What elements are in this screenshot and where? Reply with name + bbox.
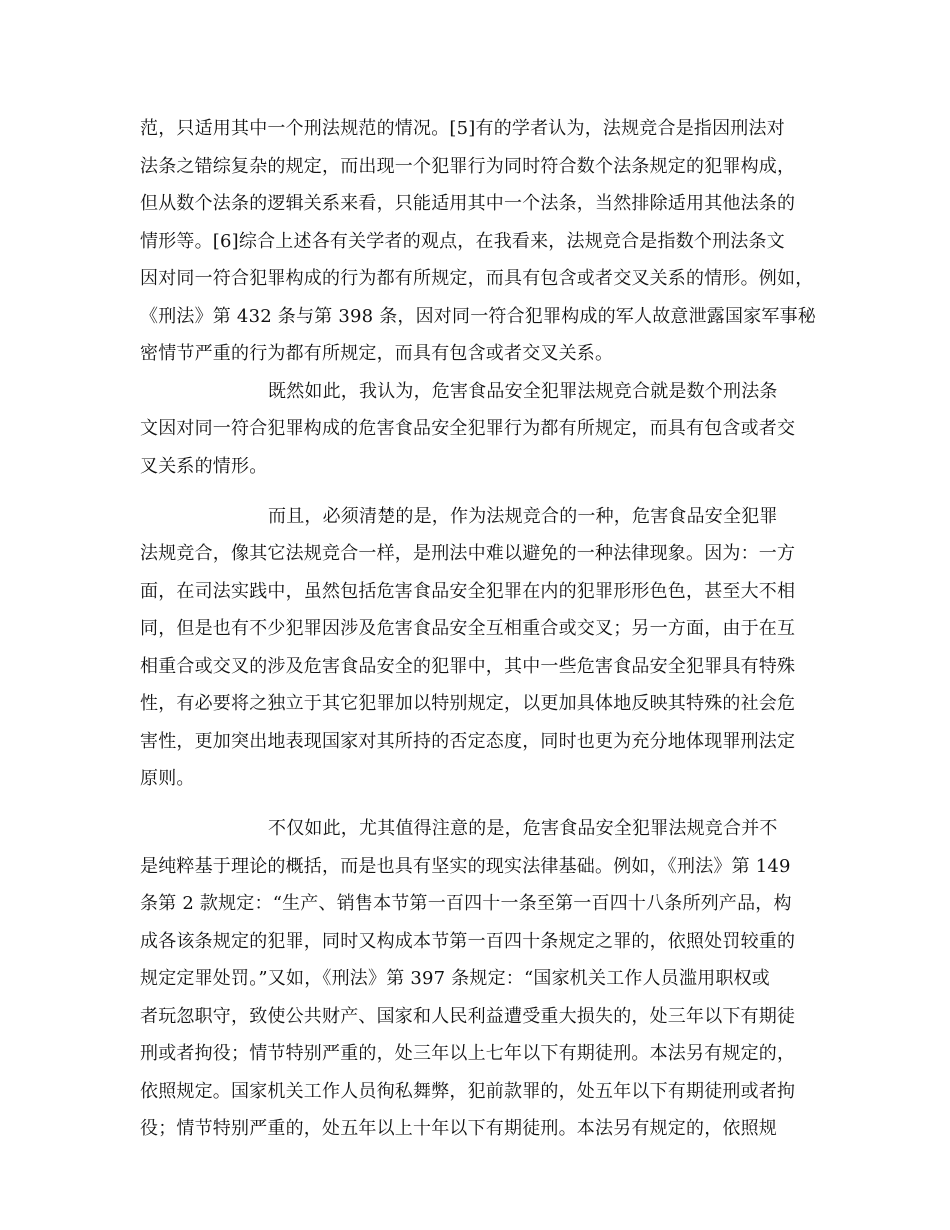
text-line: 相重合或交叉的涉及危害食品安全的犯罪中，其中一些危害食品安全犯罪具有特殊: [140, 656, 796, 677]
text-line: 叉关系的情形。: [140, 456, 268, 477]
text-line: 密情节严重的行为都有所规定，而具有包含或者交叉关系。: [140, 343, 614, 364]
text-line: 者玩忽职守，致使公共财产、国家和人民利益遭受重大损失的，处三年以下有期徒: [140, 1006, 796, 1027]
text-line: 情形等。[6]综合上述各有关学者的观点，在我看来，法规竞合是指数个刑法条文: [140, 231, 785, 252]
text-line: 条第 2 款规定：“生产、销售本节第一百四十一条至第一百四十八条所列产品，构: [140, 893, 792, 914]
text-line: 是纯粹基于理论的概括，而是也具有坚实的现实法律基础。例如，《刑法》第 149: [140, 856, 791, 877]
text-line: 性，有必要将之独立于其它犯罪加以特别规定，以更加具体地反映其特殊的社会危: [140, 693, 796, 714]
text-line: 范，只适用其中一个刑法规范的情况。[5]有的学者认为，法规竞合是指因刑法对: [140, 118, 785, 139]
text-line: 法条之错综复杂的规定，而出现一个犯罪行为同时符合数个法条规定的犯罪构成，: [140, 156, 796, 177]
text-line: 成各该条规定的犯罪，同时又构成本节第一百四十条规定之罪的，依照处罚较重的: [140, 931, 796, 952]
paragraph-first-line: 既然如此，我认为，危害食品安全犯罪法规竞合就是数个刑法条: [268, 381, 778, 402]
text-line: 但从数个法条的逻辑关系来看，只能适用其中一个法条，当然排除适用其他法条的: [140, 193, 796, 214]
paragraph-first-line: 而且，必须清楚的是，作为法规竞合的一种，危害食品安全犯罪: [268, 506, 778, 527]
text-line: 规定定罪处罚。”又如，《刑法》第 397 条规定：“国家机关工作人员滥用职权或: [140, 968, 771, 989]
text-line: 害性，更加突出地表现国家对其所持的否定态度，同时也更为充分地体现罪刑法定: [140, 731, 796, 752]
text-line: 刑或者拘役；情节特别严重的，处三年以上七年以下有期徒刑。本法另有规定的，: [140, 1043, 796, 1064]
text-line: 依照规定。国家机关工作人员徇私舞弊，犯前款罪的，处五年以下有期徒刑或者拘: [140, 1081, 796, 1102]
text-line: 法规竞合，像其它法规竞合一样，是刑法中难以避免的一种法律现象。因为：一方: [140, 543, 796, 564]
text-line: 面，在司法实践中，虽然包括危害食品安全犯罪在内的犯罪形形色色，甚至大不相: [140, 581, 796, 602]
text-line: 因对同一符合犯罪构成的行为都有所规定，而具有包含或者交叉关系的情形。例如，: [140, 268, 814, 289]
text-line: 《刑法》第 432 条与第 398 条，因对同一符合犯罪构成的军人故意泄露国家军事秘: [140, 306, 816, 327]
text-line: 役；情节特别严重的，处五年以上十年以下有期徒刑。本法另有规定的，依照规: [140, 1118, 777, 1139]
text-line: 原则。: [140, 768, 195, 789]
paragraph-first-line: 不仅如此，尤其值得注意的是，危害食品安全犯罪法规竞合并不: [268, 818, 778, 839]
text-line: 同，但是也有不少犯罪因涉及危害食品安全互相重合或交叉；另一方面，由于在互: [140, 618, 796, 639]
text-line: 文因对同一符合犯罪构成的危害食品安全犯罪行为都有所规定，而具有包含或者交: [140, 418, 796, 439]
